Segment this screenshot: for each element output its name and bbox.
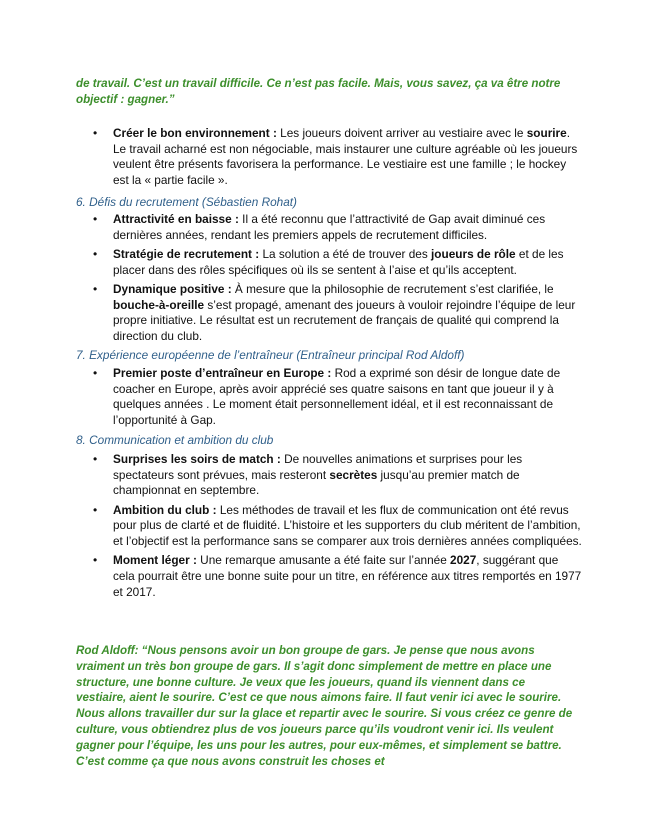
bold-text: 2027 <box>450 553 477 568</box>
list-recruitment <box>113 212 583 348</box>
bold-text: Premier poste d’entraîneur en Europe : <box>113 366 332 380</box>
body-text: Il a été reconnu que l’attractivité de Gap avait diminué ces dernières années, rendant les premiers appels de recrutement difficiles. <box>113 212 546 242</box>
bold-text: Surprises les soirs de match : <box>113 452 281 466</box>
quote-continuation: de travail. C’est un travail difficile. Ce n’est pas facile. Mais, vous savez, ça va être notre objectif : gagner.” <box>76 77 561 106</box>
bold-text: Attractivité en baisse : <box>113 212 239 226</box>
bold-text: bouche-à-oreille <box>113 297 205 312</box>
list-item <box>113 247 583 278</box>
bold-text: joueurs de rôle <box>431 246 516 261</box>
body-text: Les joueurs doivent arriver au vestiaire avec le <box>276 126 527 140</box>
body-text: Les méthodes de travail et les flux de communication ont été revus pour plus de clarté et de fluidité. L’histoire et les supporters du club méritent de l’ambition, et l’objectif est la performance sans se comparer aux trois dernières années compliquées. <box>113 502 582 549</box>
section-heading-8: 8. Communication et ambition du club <box>76 433 274 447</box>
list-item <box>113 126 583 189</box>
body-text: s’est propagé, amenant des joueurs à vouloir rejoindre l’équipe de leur propre initiative. Le résultat est un recrutement de français de qualité qui comprend la direction du club. <box>113 297 576 343</box>
body-text: De nouvelles animations et surprises pour les spectateurs sont prévues, mais resteront <box>113 452 523 482</box>
body-text: , suggérant que cela pourrait être une bonne suite pour un titre, en référence aux titres remportés en 1977 et 2017. <box>113 553 582 599</box>
list-item <box>113 452 583 499</box>
body-text: jusqu’au premier match de championnat en septembre. <box>113 467 520 498</box>
bold-text: Créer le bon environnement : <box>113 126 277 140</box>
body-text: Une remarque amusante a été faite sur l’année <box>196 553 451 568</box>
section-heading-7: 7. Expérience européenne de l’entraîneur (Entraîneur principal Rod Aldoff) <box>76 348 465 362</box>
list-item <box>113 282 583 345</box>
list-coach-experience <box>113 366 583 432</box>
list-item <box>113 366 583 429</box>
bold-text: sourire <box>526 126 567 140</box>
bold-text: secrètes <box>329 467 378 482</box>
list-communication <box>113 452 583 604</box>
body-text: . Le travail acharné est non négociable, mais instaurer une culture agréable où les joueurs veulent être présents favorisera la performance. Le vestiaire est une famille ; le hockey est la « partie facile ». <box>113 126 578 188</box>
bold-text: Stratégie de recrutement : <box>113 246 260 261</box>
body-text: Rod a exprimé son désir de longue date de coacher en Europe, après avoir apprécié ses quatre saisons en tant que joueur il y à quelques années . Le moment était personnellement idéal, et il est reconnaissant de l’opportunité à Gap. <box>113 366 561 428</box>
list-item <box>113 212 583 243</box>
bold-text: Ambition du club : <box>113 502 217 517</box>
list-item <box>113 503 583 550</box>
body-text: À mesure que la philosophie de recrutement s’est clarifiée, le <box>231 281 554 296</box>
body-text: La solution a été de trouver des <box>259 246 432 261</box>
quote-rod-aldoff: Rod Aldoff: “Nous pensons avoir un bon groupe de gars. Je pense que nous avons vraiment un très bon groupe de gars. Il s’agit donc simplement de mettre en place une structure, une bonne culture. Je veux que les joueurs, quand ils viennent dans ce vestiaire, aient le sourire. C’est ce que nous aimons faire. Il faut venir ici avec le sourire. Nous allons travailler dur sur la glace et repartir avec le sourire. Si vous créez ce genre de culture, vous obtiendrez plus de vos joueurs parce qu’ils voudront venir ici. Ils veulent gagner pour l’équipe, les uns pour les autres, pour eux-mêmes, et simplement se battre. C’est comme ça que nous avons construit les choses et <box>76 644 573 768</box>
bold-text: Moment léger : <box>113 553 197 568</box>
body-text: et de les placer dans des rôles spécifiques où ils se sentent à l’aise et qu’ils acceptent. <box>113 246 564 277</box>
section-heading-6: 6. Défis du recrutement (Sébastien Rohat) <box>76 195 297 209</box>
list-environment <box>113 126 583 192</box>
list-item <box>113 553 583 600</box>
bold-text: Dynamique positive : <box>113 281 232 296</box>
